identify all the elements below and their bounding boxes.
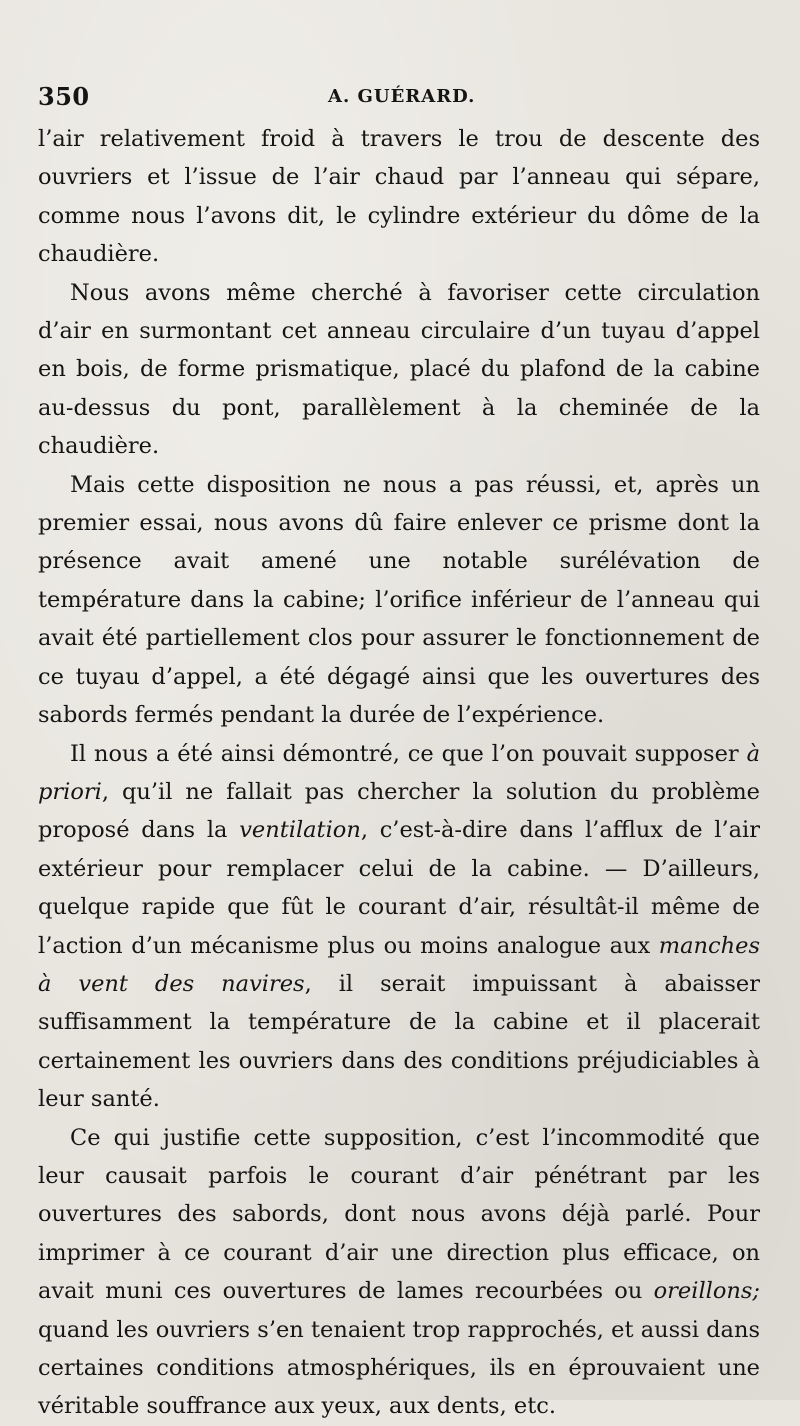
italic-text: manches à vent des navires [38, 932, 760, 997]
text-segment: Nous avons même cherché à favoriser cette circulation d’air en surmontant cet anneau circulaire d’un tuyau d’appel en bois, de forme prismatique, placé du plafond de la cabine au-dessus du pont, parallèlement à la cheminée de la chaudière. [38, 279, 760, 460]
paragraph-continuation [38, 120, 760, 274]
text-segment: l’air relativement froid à travers le trou de descente des ouvriers et l’issue de l’air chaud par l’anneau qui sépare, comme nous l’avons dit, le cylindre extérieur du dôme de la chaudière. [38, 126, 760, 268]
text-segment: Il nous a été ainsi démontré, ce que l’on pouvait supposer [70, 740, 747, 767]
text-segment: , qu’il ne fallait pas chercher la solution du problème proposé dans la [38, 778, 760, 844]
running-title: A. GUÉRARD. [328, 86, 476, 107]
paragraph-5 [38, 1119, 760, 1426]
paragraph-2 [38, 274, 760, 466]
text-segment: Ce qui justifie cette supposition, c’est l’incommodité que leur causait parfois le courant d’air pénétrant par les ouvertures des sabords, dont nous avons déjà parlé. Pour imprimer à ce courant d’air une direction plus efficace, on avait muni ces ouvertures de lames recourbées ou [38, 1124, 760, 1305]
italic-text: ventilation [239, 817, 361, 844]
body-text [38, 120, 760, 1426]
text-segment: , il serait impuissant à abaisser suffisamment la température de la cabine et il placerait certainement les ouvriers dans des conditions préjudiciables à leur santé. [38, 970, 760, 1113]
paragraph-3 [38, 466, 760, 735]
text-segment: Mais cette disposition ne nous a pas réussi, et, après un premier essai, nous avons dû faire enlever ce prisme dont la présence avait amené une notable surélévation de température dans la cabine; l’orifice inférieur de l’anneau qui avait été partiellement clos pour assurer le fonctionnement de ce tuyau d’appel, a été dégagé ainsi que les ouvertures des sabords fermés pendant la durée de l’expérience. [38, 471, 760, 729]
italic-text: à priori [38, 740, 760, 805]
page-number: 350 [38, 82, 90, 111]
text-segment: , c’est-à-dire dans l’afflux de l’air extérieur pour remplacer celui de la cabine. — D’ailleurs, quelque rapide que fût le courant d’air, résultât-il même de l’action d’un mécanisme plus ou moins analogue aux [38, 817, 760, 959]
italic-text: oreillons; [653, 1278, 760, 1305]
text-segment: quand les ouvriers s’en tenaient trop rapprochés, et aussi dans certaines conditions atmosphériques, ils en éprouvaient une véritable souffrance aux yeux, aux dents, etc. [38, 1316, 760, 1420]
running-head [38, 82, 758, 112]
paragraph-4 [38, 735, 760, 1119]
